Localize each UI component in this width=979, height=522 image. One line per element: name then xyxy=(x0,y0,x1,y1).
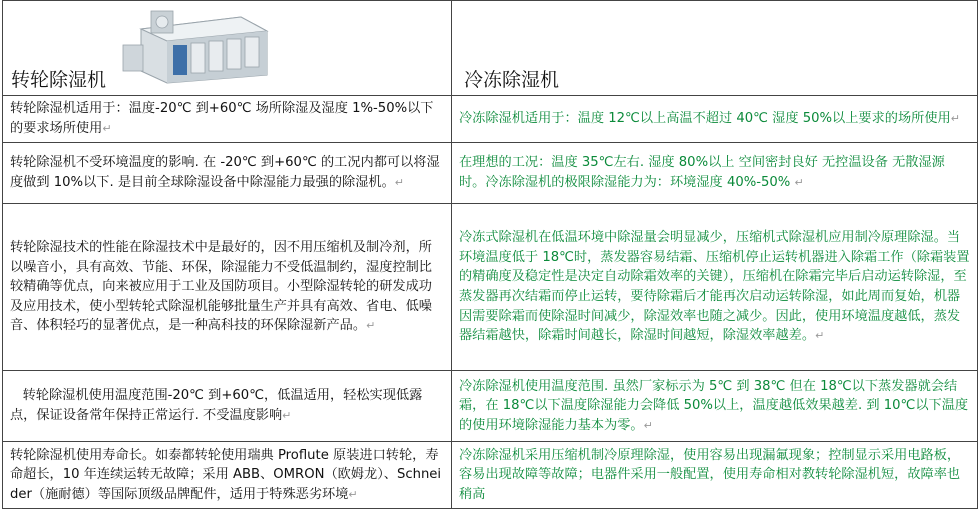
table-row xyxy=(3,96,978,143)
paragraph-mark: ↵ xyxy=(794,176,804,189)
header-row xyxy=(3,1,978,96)
cell-text: 转轮除湿机适用于：温度-20℃ 到+60℃ 场所除湿及湿度 1%-50%以下的要求场所使用 xyxy=(10,101,434,136)
cell-text: 冷冻除湿机使用温度范围. 虽然厂家标示为 5℃ 到 38℃ 但在 18℃以下蒸发器就会结霜，在 18℃以下温度除湿能力会降低 50%以上，温度越低效果越差. 到 10℃以下温度的使用环境除湿能力基本为零。 xyxy=(459,378,969,433)
header-cell-rotary xyxy=(3,1,452,96)
refrigerated-temperature-cell xyxy=(452,143,978,204)
rotary-temperature-cell xyxy=(3,143,452,204)
paragraph-mark: ↵ xyxy=(643,418,653,432)
paragraph-mark: ↵ xyxy=(102,122,112,135)
cell-text: 冷冻除湿机采用压缩机制冷原理除湿，使用容易出现漏氟现象；控制显示采用电路板，容易出现故障等故障；电器件采用一般配置，使用寿命相对教转轮除湿机短，故障率也稍高 xyxy=(459,447,961,502)
header-cell-refrigerated xyxy=(452,1,978,96)
paragraph-mark: ↵ xyxy=(282,409,292,422)
cell-text: 转轮除湿机使用寿命长。如泰都转轮使用瑞典 Proflute 原装进口转轮，寿命超长，10 年连续运转无故障；采用 ABB、OMRON（欧姆龙）、Schneider（施耐德）等国际顶级品牌配件，适用于特殊恶劣环境 xyxy=(10,447,442,502)
cell-text: 转轮除湿机使用温度范围-20℃ 到+60℃，低温适用，轻松实现低露点，保证设备常年保持正常运行. 不受温度影响 xyxy=(10,388,423,423)
table-row xyxy=(3,371,978,442)
rotary-column-title: 转轮除湿机 xyxy=(11,69,107,92)
table-row xyxy=(3,204,978,371)
paragraph-mark: ↵ xyxy=(394,176,404,189)
rotary-range-cell xyxy=(3,371,452,442)
paragraph-mark: ↵ xyxy=(950,112,960,126)
refrigerated-applicability-cell xyxy=(452,96,978,143)
rotary-technology-cell xyxy=(3,204,452,371)
rotary-dehumidifier-image xyxy=(121,9,271,87)
table-row xyxy=(3,442,978,509)
cell-text: 转轮除湿机不受环境温度的影响. 在 -20℃ 到+60℃ 的工况内都可以将湿度做到 10%以下. 是目前全球除湿设备中除湿能力最强的除湿机。 xyxy=(10,155,440,190)
rotary-applicability-cell xyxy=(3,96,452,143)
paragraph-mark: ↵ xyxy=(366,319,376,333)
cell-text: 冷冻式除湿机在低温环境中除湿量会明显减少，压缩机式除湿机应用制冷原理除湿。当环境温度低于 18℃时，蒸发器容易结霜、压缩机停止运转机器进入除霜工作（除霜装置的精确度及稳定性是决定自动除霜效率的关键），压缩机在除霜完毕后启动运转除湿，至蒸发器再次结霜而停止运转，要待除霜后才能再次启动运转除湿，如此周而复始，机器因需要除霜而使除湿时间减少，除湿效率也随之减少。因此，使用环境温度越低，蒸发器结霜越快，除霜时间越长，除湿时间越短，除湿效率越差。 xyxy=(459,230,970,344)
paragraph-mark: ↵ xyxy=(348,487,358,501)
refrigerated-technology-cell xyxy=(452,204,978,371)
refrigerated-lifespan-cell xyxy=(452,442,978,509)
cell-text: 冷冻除湿机适用于：温度 12℃以上高温不超过 40℃ 湿度 50%以上要求的场所使用 xyxy=(459,111,951,127)
table-row xyxy=(3,143,978,204)
refrigerated-column-title: 冷冻除湿机 xyxy=(464,69,560,92)
cell-text: 转轮除湿技术的性能在除湿技术中是最好的，因不用压缩机及制冷剂，所以噪音小，具有高效、节能、环保，除湿能力不受低温制约，湿度控制比较精确等优点，向来被应用于工业及国防项目。小型除湿转轮的研发成功及应用技术，使小型转轮式除湿机能够批量生产并具有高效、省电、低噪音、体积轻巧的显著优点，是一种高科技的环保除湿新产品。 xyxy=(10,240,432,334)
paragraph-mark: ↵ xyxy=(815,329,825,343)
comparison-table xyxy=(2,0,978,509)
cell-text: 在理想的工况：温度 35℃左右. 湿度 80%以上 空间密封良好 无控温设备 无散湿源时。冷冻除湿机的极限除湿能力为：环境湿度 40%-50% xyxy=(459,155,945,190)
refrigerated-range-cell xyxy=(452,371,978,442)
rotary-lifespan-cell xyxy=(3,442,452,509)
